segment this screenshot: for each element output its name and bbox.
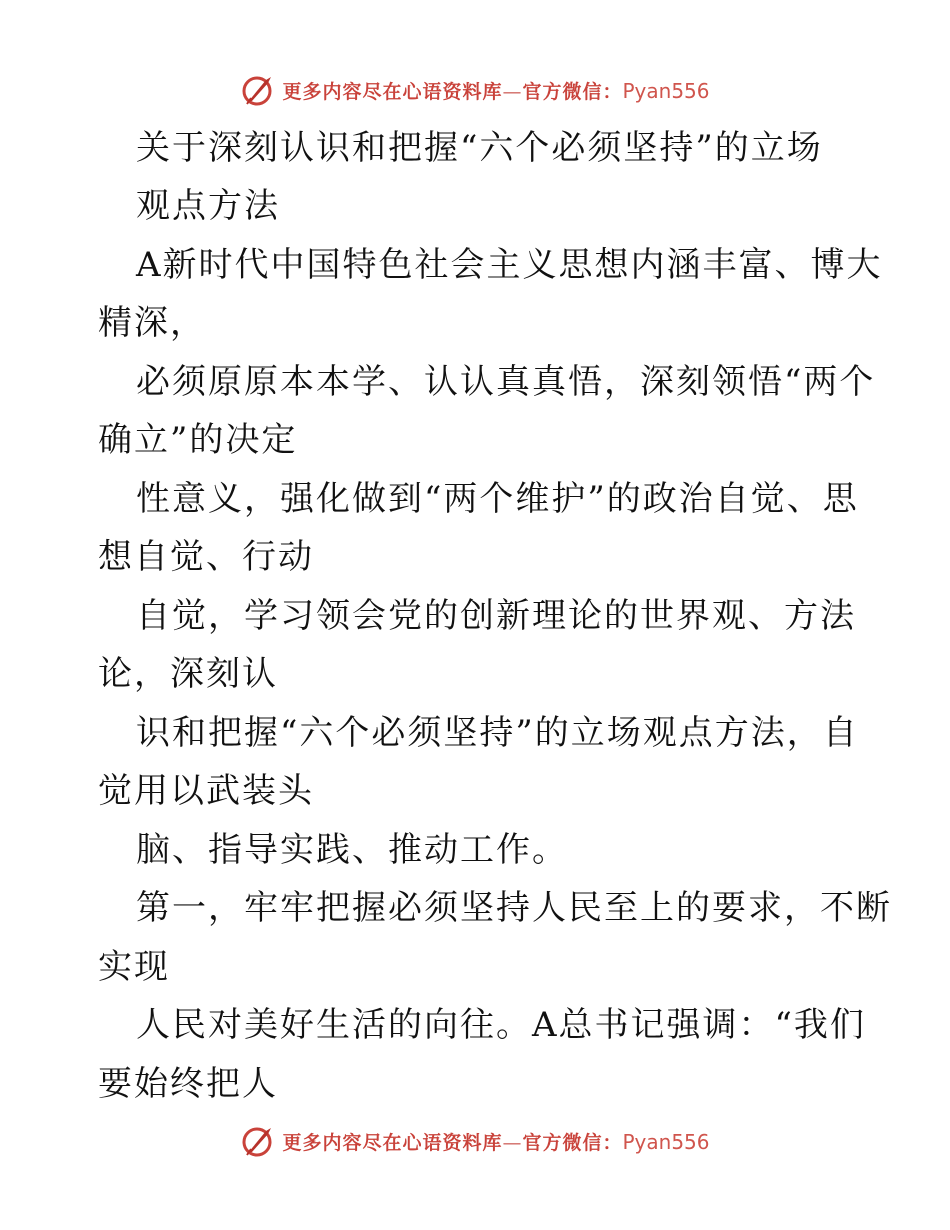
doc-line: 脑、指导实践、推动工作。 xyxy=(136,830,568,870)
doc-line: 自觉，学习领会党的创新理论的世界观、方法 xyxy=(136,596,856,636)
watermark-prefix: 更多内容尽在心语资料库 xyxy=(282,80,503,103)
watermark-wechat-id: Pyan556 xyxy=(622,78,710,103)
doc-line: 觉用以武装头 xyxy=(98,771,314,811)
watermark-text xyxy=(282,77,709,104)
doc-line: 确立”的决定 xyxy=(98,420,298,460)
watermark-wechat-id: Pyan556 xyxy=(622,1129,710,1154)
watermark-dash: — xyxy=(502,80,523,103)
header-watermark xyxy=(0,70,950,110)
doc-line: 精深， xyxy=(98,303,206,343)
quill-pen-icon xyxy=(240,1123,276,1159)
doc-line: 识和把握“六个必须坚持”的立场观点方法，自 xyxy=(136,713,859,753)
watermark-text xyxy=(282,1128,709,1155)
watermark-dash: — xyxy=(502,1131,523,1154)
doc-line: 实现 xyxy=(98,947,170,987)
doc-line: 第一，牢牢把握必须坚持人民至上的要求，不断 xyxy=(136,888,892,928)
doc-line: 性意义，强化做到“两个维护”的政治自觉、思 xyxy=(136,479,859,519)
doc-line: 论，深刻认 xyxy=(98,654,278,694)
doc-line: 必须原原本本学、认认真真悟，深刻领悟“两个 xyxy=(136,362,876,402)
doc-line: 想自觉、行动 xyxy=(98,537,314,577)
quill-pen-icon xyxy=(240,72,276,108)
doc-line: 人民对美好生活的向往。A总书记强调：“我们 xyxy=(136,1005,866,1045)
doc-line: A新时代中国特色社会主义思想内涵丰富、博大 xyxy=(136,245,883,285)
doc-line: 要始终把人 xyxy=(98,1064,278,1104)
watermark-prefix: 更多内容尽在心语资料库 xyxy=(282,1131,503,1154)
footer-watermark xyxy=(0,1121,950,1161)
watermark-wechat-label: 官方微信： xyxy=(522,1131,623,1154)
doc-line: 观点方法 xyxy=(136,186,280,226)
doc-line: 关于深刻认识和把握“六个必须坚持”的立场 xyxy=(136,128,823,168)
watermark-wechat-label: 官方微信： xyxy=(522,80,623,103)
